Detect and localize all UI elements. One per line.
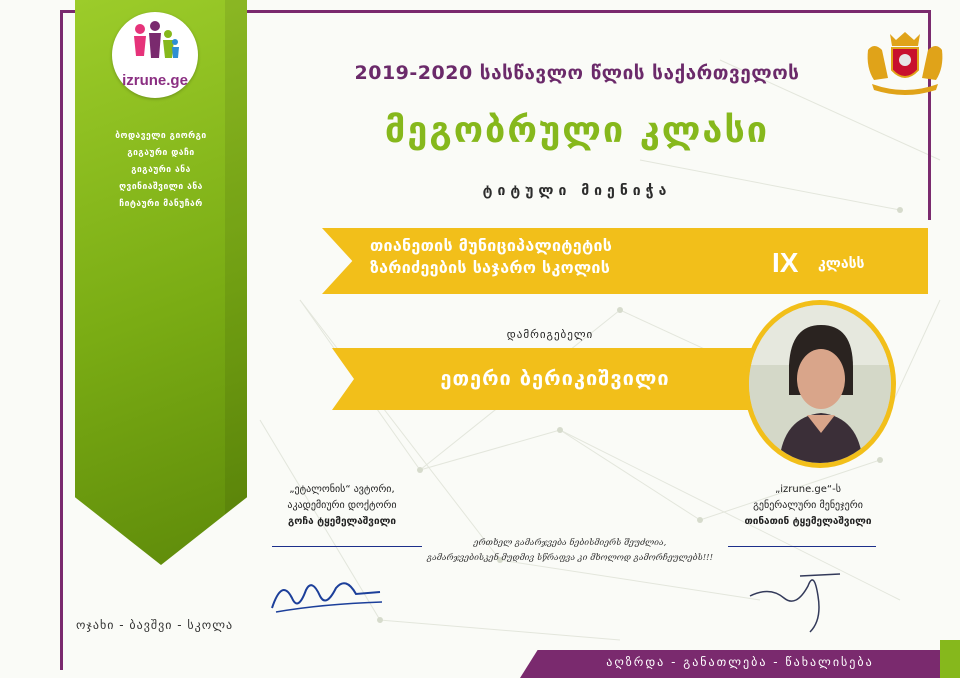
student-list — [78, 128, 244, 213]
class-label: კლასს — [818, 256, 865, 272]
nominee-name: ეთერი ბერიკიშვილი — [440, 366, 670, 390]
logo-text: izrune.ge — [122, 72, 188, 89]
student-name: გიგაური ანა — [131, 165, 191, 175]
signature-block-left — [262, 482, 422, 530]
signature-block-right — [728, 482, 888, 530]
signer-title-line1: „izrune.ge“-ს — [775, 484, 841, 495]
family-icon — [130, 20, 180, 72]
school-name-line1: თიანეთის მუნიციპალიტეტის — [370, 236, 613, 255]
bottom-accent — [940, 640, 960, 678]
quote-line1: ერთხელ გამარჯვება ნებისმიერს შეუძლია, — [473, 538, 667, 548]
student-name: ჩიტაური მანუჩარ — [119, 199, 203, 209]
student-name: ღვინიაშვილი ანა — [119, 182, 203, 192]
award-subtitle: ტიტული მიენიჭა — [482, 183, 672, 199]
signature-left-icon — [262, 568, 392, 618]
nominee-role: დამრიგებელი — [506, 328, 594, 341]
motto-left: ოჯახი - ბავშვი - სკოლა — [76, 618, 234, 632]
certificate-title: მეგობრული კლასი — [384, 110, 770, 151]
izrune-logo — [112, 12, 198, 98]
year-heading: 2019-2020 სასწავლო წლის საქართველოს — [354, 62, 800, 84]
signer-name: თინათინ ტყემელაშვილი — [744, 516, 872, 527]
signature-line-right — [728, 546, 876, 547]
teacher-photo — [744, 300, 896, 468]
student-name: გიგაური დაჩი — [127, 148, 195, 158]
signature-right-icon — [750, 580, 819, 632]
motto-bottom: აღზრდა - განათლება - წახალისება — [606, 655, 874, 669]
frame-line-left — [60, 10, 63, 670]
signer-title-line2: აკადემიური დოქტორი — [287, 500, 397, 511]
class-number: IX — [772, 247, 799, 278]
signer-name: გოჩა ტყემელაშვილი — [288, 516, 396, 527]
signer-title-line2: გენერალური მენეჯერი — [753, 500, 863, 511]
signature-line-left — [272, 546, 422, 547]
school-name-line2: ზარიძეების საჯარო სკოლის — [370, 258, 611, 277]
student-name: ბოდაველი გიორგი — [115, 131, 207, 141]
quote-line2: გამარჯვებისკენ მუდმივ სწრაფვა კი მხოლოდ გამორჩეულებს!!! — [426, 553, 713, 563]
signer-title-line1: „ეტალონის“ ავტორი, — [289, 484, 395, 495]
motivational-quote — [410, 536, 730, 566]
